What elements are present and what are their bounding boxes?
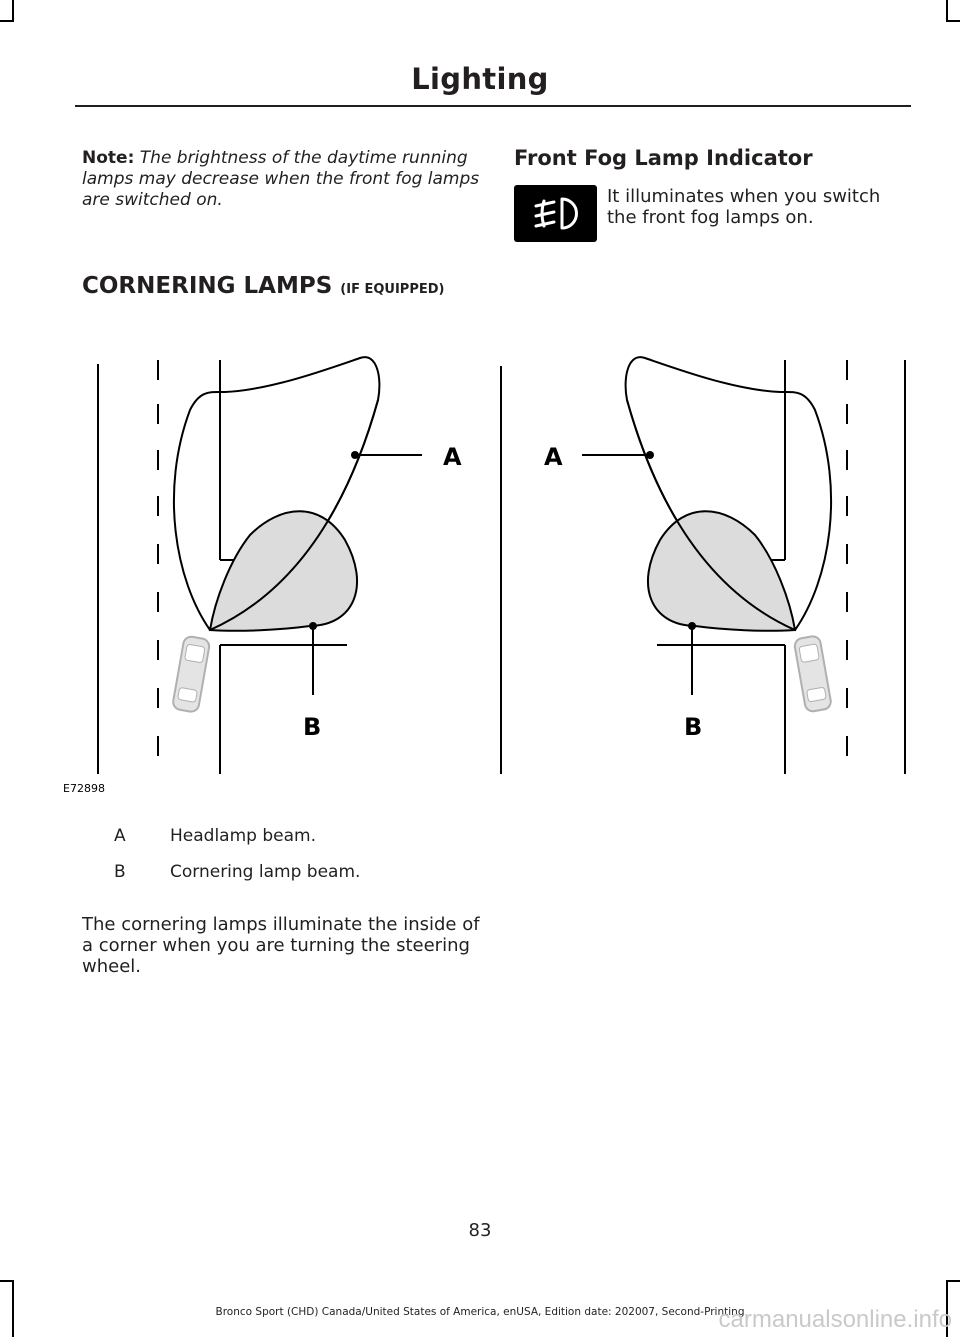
diagram-label-b-left: B [303, 713, 322, 741]
legend-letter: B [114, 862, 126, 882]
front-fog-lamp-icon [514, 185, 597, 242]
legend-list [0, 826, 480, 886]
note-label: Note: [82, 148, 135, 168]
watermark: carmanualsonline.info [718, 1306, 952, 1333]
crop-mark [0, 20, 14, 22]
diagram-label-a-right: A [544, 443, 563, 471]
crop-mark [0, 1280, 14, 1282]
fog-lamp-heading: Front Fog Lamp Indicator [514, 146, 813, 170]
cornering-lamps-heading [82, 273, 444, 299]
note-paragraph [82, 148, 482, 211]
header-divider [75, 105, 911, 107]
cornering-lamps-diagram [60, 340, 910, 795]
legend-text: Cornering lamp beam. [170, 862, 361, 882]
crop-mark [946, 0, 948, 20]
legend-letter: A [114, 826, 126, 846]
legend-text: Headlamp beam. [170, 826, 316, 846]
diagram-label-a-left: A [443, 443, 462, 471]
note-text: The brightness of the daytime running lamps may decrease when the front fog lamps are switched on. [82, 148, 480, 210]
heading-suffix: (IF EQUIPPED) [340, 282, 445, 297]
cornering-description: The cornering lamps illuminate the inside of a corner when you are turning the steering wheel. [82, 914, 480, 977]
diagram-code: E72898 [63, 782, 105, 795]
crop-mark [946, 1280, 960, 1282]
fog-lamp-description: It illuminates when you switch the front fog lamps on. [607, 186, 881, 228]
diagram-label-b-right: B [684, 713, 703, 741]
section-title: Lighting [411, 62, 549, 96]
page-number: 83 [468, 1220, 492, 1241]
edition-footer: Bronco Sport (CHD) Canada/United States of America, enUSA, Edition date: 202007, Second-Printing [215, 1306, 745, 1318]
crop-mark [946, 20, 960, 22]
heading-main: CORNERING LAMPS [82, 273, 333, 299]
crop-mark [12, 0, 14, 20]
